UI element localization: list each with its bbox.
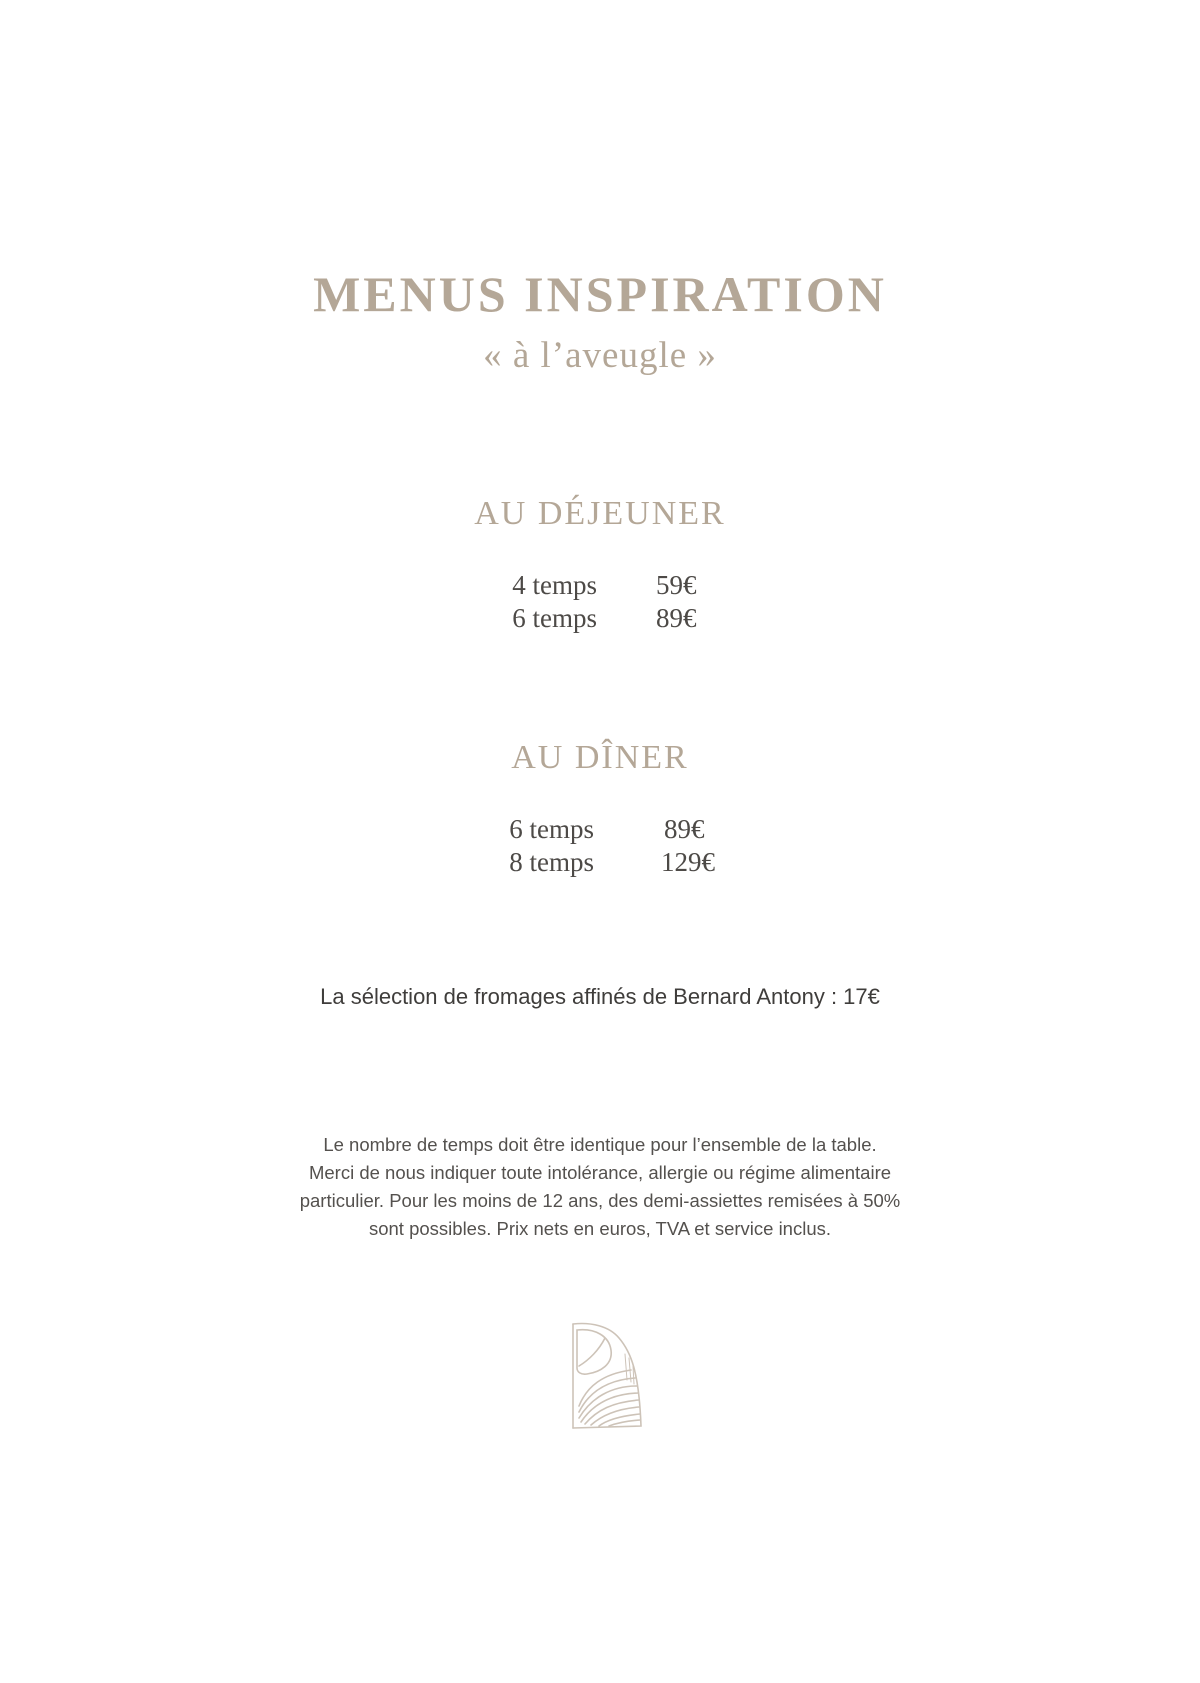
menu-item bbox=[0, 601, 1200, 635]
menu-item-label: 4 temps bbox=[512, 570, 597, 600]
menu-item-price: 89€ bbox=[664, 814, 705, 844]
footnote-line: Merci de nous indiquer toute intolérance, allergie ou régime alimentaire bbox=[308, 1162, 892, 1183]
footnote-line: sont possibles. Prix nets en euros, TVA et service inclus. bbox=[368, 1218, 832, 1239]
menu-item-label: 6 temps bbox=[512, 603, 597, 633]
menu-item-label: 6 temps bbox=[509, 814, 594, 844]
menu-item bbox=[0, 845, 1200, 879]
menu-item bbox=[0, 568, 1200, 602]
footnote-line: Le nombre de temps doit être identique pour l’ensemble de la table. bbox=[323, 1134, 877, 1155]
menu-item-price: 89€ bbox=[656, 603, 697, 633]
menu-item bbox=[0, 812, 1200, 846]
menu-item-price: 129€ bbox=[661, 847, 715, 877]
footnotes bbox=[250, 1131, 950, 1243]
page-subtitle: « à l’aveugle » bbox=[483, 335, 717, 376]
menu-item-price: 59€ bbox=[656, 570, 697, 600]
leaf-monogram-icon bbox=[565, 1320, 645, 1432]
page-title: MENUS INSPIRATION bbox=[313, 266, 887, 322]
cheese-selection-line: La sélection de fromages affinés de Bernard Antony : 17€ bbox=[320, 984, 880, 1009]
menu-item-label: 8 temps bbox=[509, 847, 594, 877]
section-title-diner: AU DÎNER bbox=[511, 739, 689, 776]
section-title-dejeuner: AU DÉJEUNER bbox=[474, 495, 726, 532]
footnote-line: particulier. Pour les moins de 12 ans, des demi-assiettes remisées à 50% bbox=[299, 1190, 901, 1211]
